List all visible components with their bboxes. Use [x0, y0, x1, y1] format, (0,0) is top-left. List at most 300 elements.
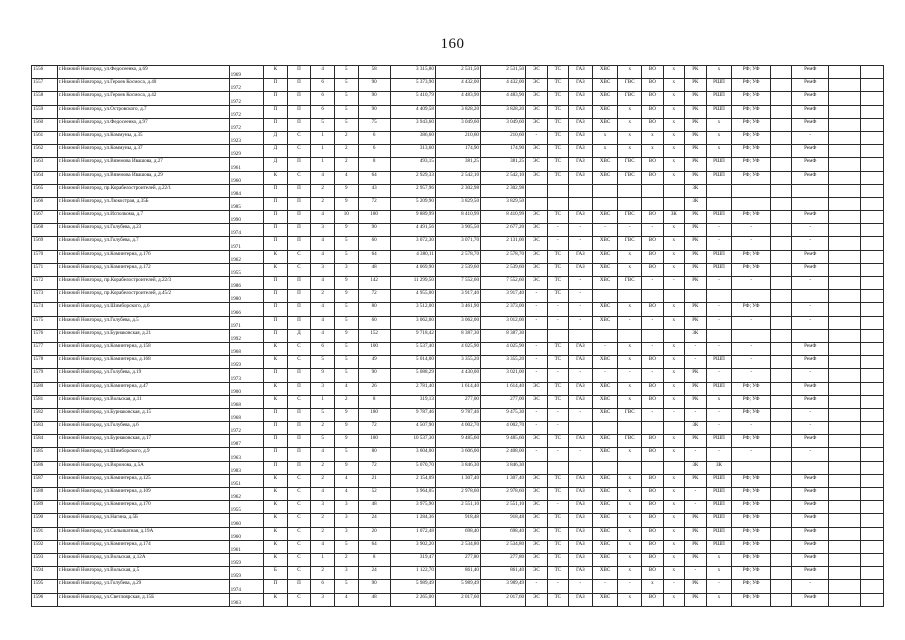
table-cell: ВО	[642, 488, 663, 501]
table-cell: 48	[358, 501, 390, 514]
table-cell: ХВС	[592, 356, 618, 369]
table-cell: ЭС	[526, 118, 547, 131]
table-cell	[771, 408, 792, 421]
table-cell: Д	[287, 329, 311, 342]
table-cell: РФ; УФ	[732, 408, 771, 421]
table-cell: -	[706, 369, 732, 382]
table-cell: х	[663, 224, 684, 237]
table-cell	[829, 488, 861, 501]
table-cell: РФ; УФ	[732, 92, 771, 105]
table-cell: ХВС	[592, 514, 618, 527]
table-row	[32, 277, 884, 290]
table-cell: ЭС	[526, 79, 547, 92]
table-cell: ХВС	[592, 171, 618, 184]
table-cell: х	[706, 145, 732, 158]
table-cell: х	[618, 553, 642, 566]
table-row	[32, 79, 884, 92]
address-cell: г.Нижний Новгород, ул.Бурнаковская, д.17	[57, 435, 229, 448]
table-cell: ТС	[547, 567, 568, 580]
table-cell	[861, 329, 884, 342]
table-cell: ВО	[642, 593, 663, 606]
table-cell: РФ; УФ	[732, 501, 771, 514]
year-cell: 1963	[229, 448, 263, 461]
table-cell: РемФ	[792, 79, 829, 92]
row-number-cell: 1569	[32, 237, 58, 250]
table-cell: ЭС	[526, 593, 547, 606]
table-cell: х	[663, 145, 684, 158]
address-cell: г.Нижний Новгород, ул.Федосеенко, д.97	[57, 118, 229, 131]
table-cell	[829, 474, 861, 487]
table-cell	[829, 567, 861, 580]
table-cell: 2 534,80	[435, 540, 480, 553]
table-cell	[861, 316, 884, 329]
table-cell: 5	[334, 250, 358, 263]
table-cell	[771, 580, 792, 593]
table-cell	[771, 224, 792, 237]
table-cell: 9	[334, 224, 358, 237]
table-cell: 152	[358, 329, 390, 342]
table-cell: 4	[311, 171, 335, 184]
table-cell	[861, 448, 884, 461]
row-number-cell: 1573	[32, 290, 58, 303]
table-cell: 4	[311, 540, 335, 553]
table-cell: РФ; УФ	[732, 158, 771, 171]
address-cell: г.Нижний Новгород, ул.Исполкома, д.7	[57, 211, 229, 224]
table-cell: 90	[358, 369, 390, 382]
table-cell: П	[264, 316, 288, 329]
table-cell: 3	[311, 501, 335, 514]
table-cell: К	[264, 540, 288, 553]
table-cell: ХВС	[592, 593, 618, 606]
table-cell: ГВС	[618, 237, 642, 250]
table-cell: 8 410,99	[435, 211, 480, 224]
table-cell: х	[663, 514, 684, 527]
table-cell: С	[287, 342, 311, 355]
table-cell: ТС	[547, 79, 568, 92]
table-cell	[861, 197, 884, 210]
table-cell: х	[663, 237, 684, 250]
table-cell: -	[732, 356, 771, 369]
table-cell: 5	[334, 316, 358, 329]
table-cell	[732, 184, 771, 197]
table-cell: ВО	[642, 435, 663, 448]
table-cell: 9	[334, 329, 358, 342]
table-cell: 210,60	[435, 131, 480, 144]
table-cell	[771, 514, 792, 527]
table-cell	[829, 171, 861, 184]
table-cell: -	[526, 408, 547, 421]
table-cell: ГВС	[618, 211, 642, 224]
table-cell: х	[663, 263, 684, 276]
table-cell: РК	[685, 118, 706, 131]
table-cell: РФ; УФ	[732, 145, 771, 158]
table-cell: ТС	[547, 118, 568, 131]
register-body	[32, 66, 884, 607]
table-cell: 1 122,70	[390, 567, 435, 580]
table-cell	[861, 408, 884, 421]
table-cell: 386,60	[390, 131, 435, 144]
table-cell: 2	[311, 422, 335, 435]
table-cell	[829, 408, 861, 421]
table-cell: х	[663, 593, 684, 606]
row-number-cell: 1576	[32, 329, 58, 342]
table-cell: РК	[685, 92, 706, 105]
table-cell	[829, 66, 861, 79]
address-cell: г.Нижний Новгород, ул.Шимборского, д.9	[57, 448, 229, 461]
table-cell: 142	[358, 277, 390, 290]
table-cell: П	[264, 580, 288, 593]
year-cell: 1929	[229, 145, 263, 158]
table-cell: 3 917,40	[480, 290, 525, 303]
table-cell: ЭС	[526, 171, 547, 184]
row-number-cell: 1590	[32, 514, 58, 527]
table-row	[32, 422, 884, 435]
table-cell: 72	[358, 197, 390, 210]
table-cell: РФ; УФ	[732, 211, 771, 224]
table-cell	[771, 263, 792, 276]
table-cell	[861, 184, 884, 197]
table-cell: 5 373,90	[390, 79, 435, 92]
table-cell	[829, 290, 861, 303]
table-cell: -	[547, 448, 568, 461]
table-cell: 43	[358, 184, 390, 197]
table-cell: ГВС	[618, 79, 642, 92]
table-cell: ТС	[547, 158, 568, 171]
table-cell: ЗК	[685, 329, 706, 342]
table-cell	[771, 540, 792, 553]
table-cell: РШП	[706, 158, 732, 171]
table-cell: -	[569, 303, 593, 316]
table-cell	[642, 197, 663, 210]
table-cell	[829, 145, 861, 158]
row-number-cell: 1586	[32, 461, 58, 474]
table-cell: РК	[685, 316, 706, 329]
table-cell: РК	[685, 474, 706, 487]
table-cell: РК	[685, 395, 706, 408]
table-cell: ТС	[547, 356, 568, 369]
table-cell: П	[287, 118, 311, 131]
table-cell: 64	[358, 250, 390, 263]
address-cell: г.Нижний Новгород, ул.Коммуны, д.35	[57, 131, 229, 144]
year-cell: 1961	[229, 540, 263, 553]
year-cell: 1968	[229, 408, 263, 421]
year-cell: 1960	[229, 171, 263, 184]
table-cell: РемФ	[792, 527, 829, 540]
table-cell	[663, 184, 684, 197]
table-cell: х	[663, 79, 684, 92]
table-cell: 48	[358, 593, 390, 606]
table-cell	[771, 303, 792, 316]
address-cell: г.Нижний Новгород, ул.Голубева, д.29	[57, 580, 229, 593]
table-cell: 1 072,48	[390, 527, 435, 540]
table-cell: П	[264, 211, 288, 224]
year-cell: 1992	[229, 329, 263, 342]
table-cell: П	[264, 435, 288, 448]
table-cell: 5	[334, 105, 358, 118]
table-cell: РШП	[706, 488, 732, 501]
table-cell: 2 677,20	[480, 224, 525, 237]
table-cell: ХВС	[592, 540, 618, 553]
table-cell	[829, 131, 861, 144]
table-row	[32, 184, 884, 197]
table-cell: х	[663, 250, 684, 263]
table-cell	[771, 211, 792, 224]
table-cell	[706, 197, 732, 210]
table-cell: ТС	[547, 527, 568, 540]
row-number-cell: 1591	[32, 527, 58, 540]
table-cell	[861, 66, 884, 79]
table-cell	[685, 290, 706, 303]
table-cell	[829, 580, 861, 593]
table-cell: 2	[334, 131, 358, 144]
row-number-cell: 1579	[32, 369, 58, 382]
table-cell: ГВС	[618, 171, 642, 184]
table-cell: -	[592, 224, 618, 237]
year-cell: 1971	[229, 316, 263, 329]
table-cell: РемФ	[792, 356, 829, 369]
table-cell: -	[706, 224, 732, 237]
table-cell: х	[663, 316, 684, 329]
table-cell: -	[685, 448, 706, 461]
table-cell: РК	[685, 553, 706, 566]
table-cell: 1 614,40	[435, 382, 480, 395]
table-cell: 4	[311, 277, 335, 290]
table-cell: 3 071,70	[435, 237, 480, 250]
table-cell: 1 284,36	[390, 514, 435, 527]
table-cell: ЭС	[526, 224, 547, 237]
table-cell: 21	[358, 474, 390, 487]
table-cell	[861, 369, 884, 382]
row-number-cell: 1568	[32, 224, 58, 237]
table-cell: 5	[334, 448, 358, 461]
table-cell: -	[526, 316, 547, 329]
table-cell	[829, 448, 861, 461]
table-cell: 8 410,99	[480, 211, 525, 224]
table-cell: х	[618, 66, 642, 79]
table-cell: 9	[311, 369, 335, 382]
table-cell: Б	[264, 567, 288, 580]
table-cell: 180	[358, 211, 390, 224]
table-cell	[547, 184, 568, 197]
year-cell: 1963	[229, 593, 263, 606]
table-cell: ГАЗ	[569, 171, 593, 184]
table-cell	[663, 290, 684, 303]
table-cell: С	[287, 131, 311, 144]
table-cell: П	[287, 408, 311, 421]
table-cell: К	[264, 474, 288, 487]
table-cell	[829, 184, 861, 197]
table-cell	[771, 184, 792, 197]
table-cell: ХВС	[592, 118, 618, 131]
table-cell: ВО	[642, 92, 663, 105]
table-cell: 4 025,90	[435, 342, 480, 355]
table-cell: 4 491,56	[390, 224, 435, 237]
table-cell: П	[264, 422, 288, 435]
table-cell: ВО	[642, 356, 663, 369]
table-cell: х	[618, 118, 642, 131]
table-cell: 918,48	[435, 514, 480, 527]
table-cell: х	[618, 250, 642, 263]
table-cell: 4	[311, 316, 335, 329]
table-cell: 5	[334, 303, 358, 316]
table-cell: П	[264, 329, 288, 342]
table-cell	[771, 422, 792, 435]
table-cell: 180	[358, 408, 390, 421]
table-cell	[861, 277, 884, 290]
table-cell: 3	[334, 567, 358, 580]
table-cell: С	[287, 567, 311, 580]
table-cell	[861, 303, 884, 316]
table-cell	[861, 290, 884, 303]
table-cell: х	[663, 118, 684, 131]
table-cell: х	[618, 474, 642, 487]
table-cell: 2	[311, 527, 335, 540]
table-cell: 2 542,10	[480, 171, 525, 184]
table-cell: -	[547, 408, 568, 421]
table-cell	[861, 224, 884, 237]
table-cell: -	[526, 356, 547, 369]
table-cell: 4	[334, 593, 358, 606]
table-cell: х	[663, 395, 684, 408]
table-row	[32, 448, 884, 461]
row-number-cell: 1560	[32, 118, 58, 131]
table-cell: 2 302,98	[435, 184, 480, 197]
table-cell: 4	[311, 488, 335, 501]
table-cell: 4 002,70	[435, 422, 480, 435]
table-cell: РШП	[706, 211, 732, 224]
table-cell	[792, 197, 829, 210]
address-cell: г.Нижний Новгород, ул.Светлоярская, д.15Б	[57, 593, 229, 606]
table-cell	[829, 356, 861, 369]
table-cell: 2 542,10	[435, 171, 480, 184]
table-cell: 24	[358, 567, 390, 580]
table-cell: ГАЗ	[569, 118, 593, 131]
table-cell: РемФ	[792, 263, 829, 276]
table-cell: ЭС	[526, 105, 547, 118]
table-cell: х	[663, 356, 684, 369]
table-cell	[861, 131, 884, 144]
table-cell: К	[264, 171, 288, 184]
table-cell	[569, 329, 593, 342]
row-number-cell: 1567	[32, 211, 58, 224]
table-cell: ВО	[642, 237, 663, 250]
table-cell: 1 307,40	[435, 474, 480, 487]
table-cell: П	[287, 316, 311, 329]
table-cell	[861, 237, 884, 250]
table-cell	[771, 131, 792, 144]
table-cell: 2 302,98	[480, 184, 525, 197]
table-cell: х	[618, 488, 642, 501]
table-cell: П	[264, 79, 288, 92]
table-cell: -	[792, 580, 829, 593]
table-cell: 319,47	[390, 553, 435, 566]
table-cell: 3 072,30	[390, 237, 435, 250]
table-cell	[829, 79, 861, 92]
table-cell	[792, 184, 829, 197]
table-cell: х	[618, 593, 642, 606]
table-cell: ТС	[547, 488, 568, 501]
address-cell: г.Нижний Новгород, ул.Коммуны, д.37	[57, 145, 229, 158]
address-cell: г.Нижний Новгород, ул.Шимборского, д.6	[57, 303, 229, 316]
table-cell: -	[547, 224, 568, 237]
year-cell: 1990	[229, 211, 263, 224]
table-cell: 2 978,60	[435, 488, 480, 501]
address-cell: г.Нижний Новгород, ул.Бурнаковская, д.21	[57, 329, 229, 342]
table-cell: 277,80	[480, 553, 525, 566]
table-cell: -	[592, 369, 618, 382]
table-cell: -	[618, 580, 642, 593]
address-cell: г.Нижний Новгород, ул.Героев Космоса, д.40	[57, 79, 229, 92]
table-cell: х	[706, 118, 732, 131]
table-cell: ГАЗ	[569, 342, 593, 355]
table-row	[32, 250, 884, 263]
table-cell	[829, 277, 861, 290]
table-row	[32, 105, 884, 118]
row-number-cell: 1556	[32, 66, 58, 79]
table-cell: 3 905,50	[435, 224, 480, 237]
table-cell	[618, 422, 642, 435]
table-cell: 5	[334, 342, 358, 355]
table-cell: К	[264, 527, 288, 540]
table-cell: ХВС	[592, 527, 618, 540]
table-cell: К	[264, 382, 288, 395]
table-cell: Д	[264, 131, 288, 144]
table-cell: ГАЗ	[569, 488, 593, 501]
table-cell: ХВС	[592, 66, 618, 79]
table-cell: РК	[685, 131, 706, 144]
table-cell: 6	[358, 145, 390, 158]
table-cell: РК	[685, 211, 706, 224]
table-cell: РФ; УФ	[732, 105, 771, 118]
table-cell	[771, 461, 792, 474]
table-cell: РемФ	[792, 501, 829, 514]
table-cell	[771, 105, 792, 118]
table-cell: ВО	[642, 474, 663, 487]
table-cell: 9	[334, 435, 358, 448]
table-cell: -	[547, 369, 568, 382]
row-number-cell: 1562	[32, 145, 58, 158]
table-cell: 5 989,49	[435, 580, 480, 593]
address-cell: г.Нижний Новгород, ул.Коминтерна, д.168	[57, 356, 229, 369]
table-cell: ТС	[547, 92, 568, 105]
table-cell	[829, 250, 861, 263]
year-cell: 1923	[229, 131, 263, 144]
address-cell: г.Нижний Новгород, ул.Вольская, д.11	[57, 395, 229, 408]
table-cell: ХВС	[592, 211, 618, 224]
table-cell: 9 485,60	[480, 435, 525, 448]
table-cell: ЗК	[685, 184, 706, 197]
table-cell: 5	[311, 356, 335, 369]
table-cell: РФ; УФ	[732, 540, 771, 553]
address-cell: г.Нижний Новгород, ул.Люкострая, д.35Б	[57, 197, 229, 210]
table-cell: -	[526, 290, 547, 303]
address-cell: г.Нижний Новгород, ул.Коминтерна, д.125	[57, 474, 229, 487]
table-cell: РемФ	[792, 395, 829, 408]
table-row	[32, 488, 884, 501]
table-cell: ГАЗ	[569, 356, 593, 369]
table-cell: 5 088,29	[390, 369, 435, 382]
table-cell: П	[264, 290, 288, 303]
table-cell: -	[706, 448, 732, 461]
table-cell: 4 430,00	[435, 369, 480, 382]
table-cell: ЭС	[526, 501, 547, 514]
table-cell: 5 209,90	[390, 197, 435, 210]
table-cell: РК	[685, 158, 706, 171]
table-row	[32, 356, 884, 369]
table-cell: х	[618, 567, 642, 580]
table-cell: -	[706, 303, 732, 316]
table-cell: х	[618, 395, 642, 408]
